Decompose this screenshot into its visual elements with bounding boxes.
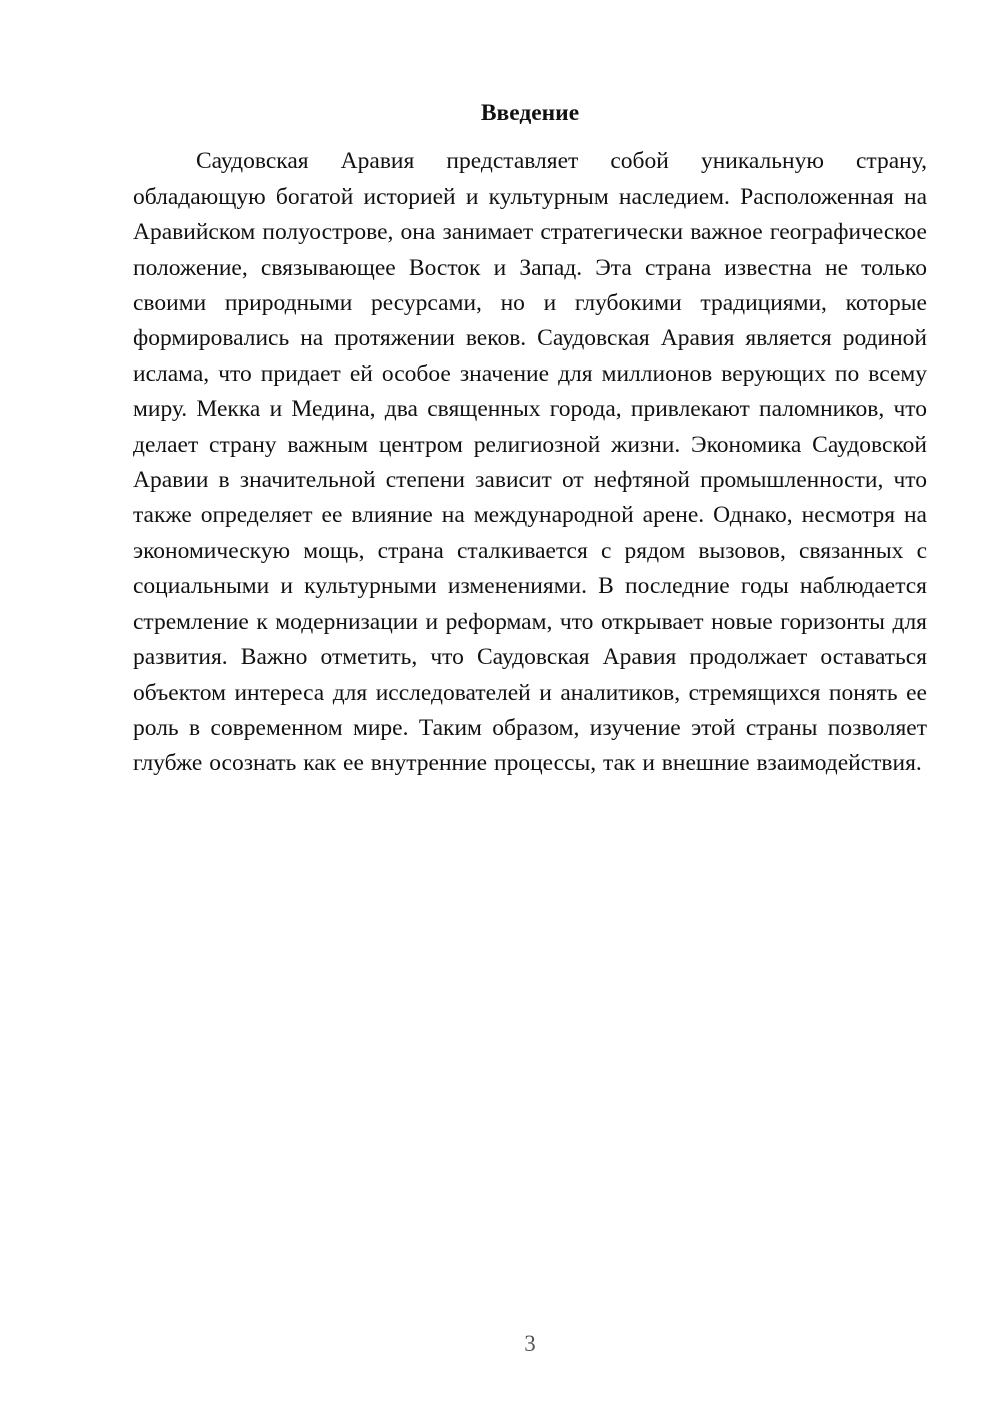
body-paragraph: Саудовская Аравия представляет собой уникальную страну, обладающую богатой историей и культурным наследием. Расположенная на Аравийском полуострове, она занимает стратегически важное географическое положение, связывающее Восток и Запад. Эта страна известна не только своими природными ресурсами, но и глубокими традициями, которые формировались на протяжении веков. Саудовская Аравия является родиной ислама, что придает ей особое значение для миллионов верующих по всему миру. Мекка и Медина, два священных города, привлекают паломников, что делает страну важным центром религиозной жизни. Экономика Саудовской Аравии в значительной степени зависит от нефтяной промышленности, что также определяет ее влияние на международной арене. Однако, несмотря на экономическую мощь, страна сталкивается с рядом вызовов, связанных с социальными и культурными изменениями. В последние годы наблюдается стремление к модернизации и реформам, что открывает новые горизонты для развития. Важно отметить, что Саудовская Аравия продолжает оставаться объектом интереса для исследователей и аналитиков, стремящихся понять ее роль в современном мире. Таким образом, изучение этой страны позволяет глубже осознать как ее внутренние процессы, так и внешние взаимодействия. (133, 148, 927, 777)
page-number: 3 (524, 1331, 536, 1356)
page-title: Введение (480, 100, 580, 126)
